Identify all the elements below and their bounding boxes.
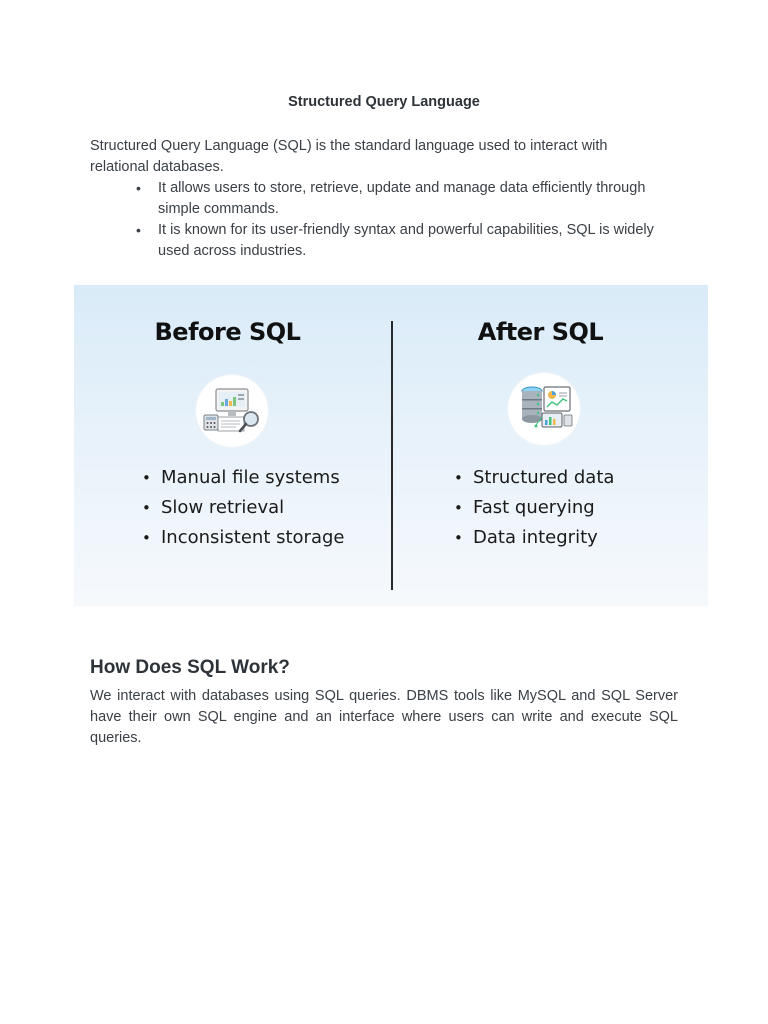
section-heading: How Does SQL Work? <box>90 657 290 678</box>
intro-paragraph: Structured Query Language (SQL) is the standard language used to interact with relational databases. <box>90 138 608 175</box>
list-item: • Structured data <box>473 463 614 493</box>
list-item: • Inconsistent storage <box>161 523 345 553</box>
list-item: • Fast querying <box>473 493 614 523</box>
list-item: • It is known for its user-friendly syntax and powerful capabilities, SQL is widely used across industries. <box>158 220 678 262</box>
after-sql-list <box>473 463 614 553</box>
document-title: Structured Query Language <box>288 94 480 110</box>
intro-bullet-list <box>158 178 678 262</box>
manual-files-icon <box>196 375 268 447</box>
before-sql-column <box>74 285 391 606</box>
after-sql-heading: After SQL <box>477 318 604 346</box>
database-analytics-icon <box>508 373 580 445</box>
after-sql-column <box>391 285 708 606</box>
section-paragraph: We interact with databases using SQL queries. DBMS tools like MySQL and SQL Server have their own SQL engine and an interface where users can write and execute SQL queries. <box>90 688 678 746</box>
before-sql-heading: Before SQL <box>154 318 301 346</box>
list-item: • Slow retrieval <box>161 493 345 523</box>
before-sql-list <box>161 463 345 553</box>
list-item: • It allows users to store, retrieve, update and manage data efficiently through simple commands. <box>158 178 678 220</box>
before-after-sql-figure <box>74 285 708 606</box>
list-item: • Manual file systems <box>161 463 345 493</box>
list-item: • Data integrity <box>473 523 614 553</box>
